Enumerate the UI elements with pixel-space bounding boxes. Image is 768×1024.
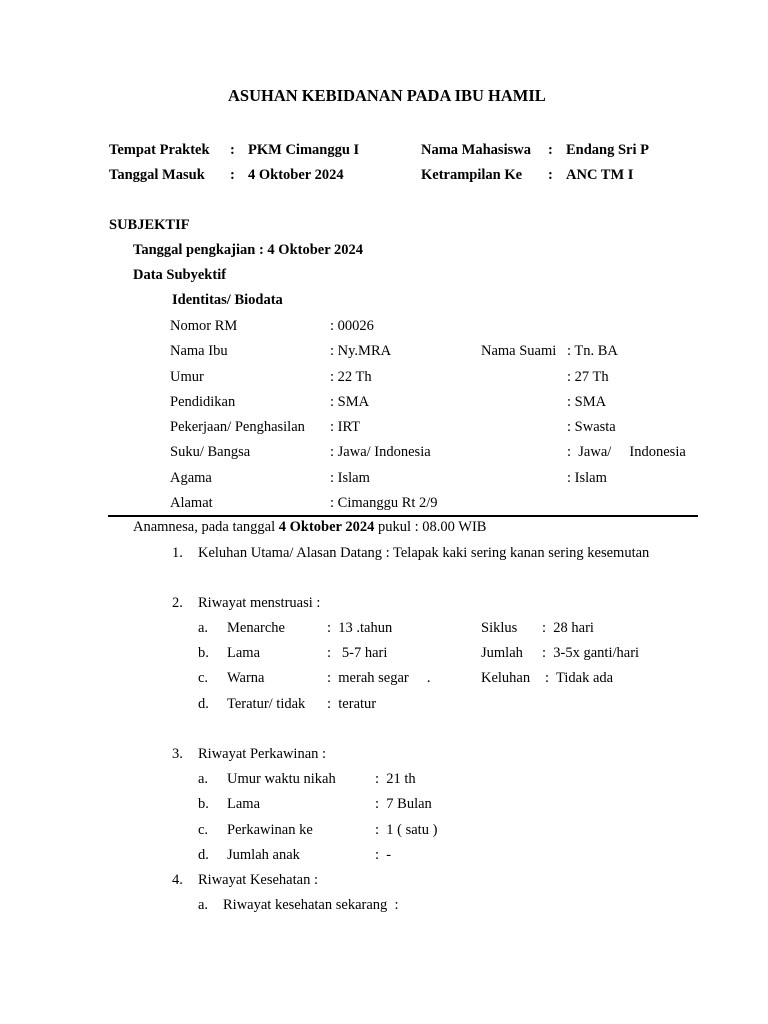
biodata-suami-value: : Swasta: [567, 419, 616, 435]
biodata-suami-value: : Islam: [567, 470, 607, 486]
perkawinan-heading: Riwayat Perkawinan :: [198, 746, 327, 762]
tempat-praktek-label: Tempat Praktek: [109, 142, 210, 158]
list-letter: a.: [198, 620, 209, 636]
menstruasi-value: : teratur: [327, 696, 377, 712]
biodata-label: Pekerjaan/ Penghasilan: [170, 419, 305, 435]
list-letter: c.: [198, 822, 209, 838]
menstruasi-label: Lama: [227, 645, 261, 661]
list-letter: d.: [198, 696, 209, 712]
section-heading-subjektif: SUBJEKTIF: [109, 217, 190, 233]
menstruasi-label: Warna: [227, 670, 265, 686]
menstruasi-value-2: : 3-5x ganti/hari: [542, 645, 640, 661]
biodata-suami-value: : 27 Th: [567, 369, 609, 385]
biodata-suami-value: : Tn. BA: [567, 343, 618, 359]
page-title: ASUHAN KEBIDANAN PADA IBU HAMIL: [228, 86, 546, 105]
tempat-praktek-value: PKM Cimanggu I: [248, 142, 360, 158]
tanggal-masuk-value: 4 Oktober 2024: [248, 167, 344, 183]
biodata-ibu-value: : IRT: [330, 419, 361, 435]
tanggal-pengkajian: Tanggal pengkajian : 4 Oktober 2024: [133, 242, 364, 258]
menstruasi-label-2: Keluhan: [481, 670, 531, 686]
biodata-label: Pendidikan: [170, 394, 236, 410]
tanggal-masuk-label: Tanggal Masuk: [109, 167, 205, 183]
list-letter: c.: [198, 670, 209, 686]
anamnesa-line: [133, 518, 486, 536]
item-number: 3.: [172, 746, 183, 762]
biodata-label: Agama: [170, 470, 212, 486]
data-subyektif-heading: Data Subyektif: [133, 267, 227, 283]
biodata-label: Alamat: [170, 495, 213, 511]
biodata-ibu-value: : SMA: [330, 394, 370, 410]
biodata-ibu-value: : 22 Th: [330, 369, 372, 385]
biodata-ibu-value: : Jawa/ Indonesia: [330, 444, 431, 460]
keterampilan-value: ANC TM I: [566, 167, 634, 183]
nama-suami-label: Nama Suami: [481, 343, 557, 359]
item-number: 4.: [172, 872, 183, 888]
menstruasi-value: : 13 .tahun: [327, 620, 393, 636]
perkawinan-value: : 21 th: [375, 771, 416, 787]
menstruasi-value: : merah segar .: [327, 670, 431, 686]
anamnesa-date: 4 Oktober 2024: [278, 519, 375, 535]
menstruasi-value-2: : 28 hari: [542, 620, 594, 636]
colon: :: [548, 167, 553, 183]
menstruasi-value: : 5-7 hari: [327, 645, 388, 661]
nama-mahasiswa-value: Endang Sri P: [566, 142, 649, 158]
list-letter: b.: [198, 645, 209, 661]
menstruasi-label: Menarche: [227, 620, 285, 636]
perkawinan-value: : 7 Bulan: [375, 796, 432, 812]
menstruasi-value-2: : Tidak ada: [545, 670, 614, 686]
perkawinan-value: : -: [375, 847, 392, 863]
menstruasi-label-2: Jumlah: [481, 645, 523, 661]
biodata-suami-value: : SMA: [567, 394, 607, 410]
biodata-label: Nama Ibu: [170, 343, 228, 359]
biodata-label: Nomor RM: [170, 318, 238, 334]
horizontal-divider: [108, 515, 698, 517]
biodata-ibu-value: : Ny.MRA: [330, 343, 392, 359]
anamnesa-prefix: Anamnesa, pada tanggal: [133, 519, 279, 535]
biodata-label: Suku/ Bangsa: [170, 444, 251, 460]
list-letter: b.: [198, 796, 209, 812]
keterampilan-label: Ketrampilan Ke: [421, 167, 523, 183]
nama-mahasiswa-label: Nama Mahasiswa: [421, 142, 531, 158]
perkawinan-label: Jumlah anak: [227, 847, 300, 863]
biodata-ibu-value: : 00026: [330, 318, 374, 334]
item-number: 2.: [172, 595, 183, 611]
list-letter: a.: [198, 771, 209, 787]
perkawinan-label: Lama: [227, 796, 261, 812]
biodata-ibu-value: : Islam: [330, 470, 370, 486]
colon: :: [230, 142, 235, 158]
biodata-suami-value: : Jawa/ Indonesia: [567, 444, 686, 460]
kesehatan-heading: Riwayat Kesehatan :: [198, 872, 318, 888]
colon: :: [230, 167, 235, 183]
biodata-ibu-value: : Cimanggu Rt 2/9: [330, 495, 438, 511]
menstruasi-label: Teratur/ tidak: [227, 696, 306, 712]
biodata-label: Umur: [170, 369, 204, 385]
anamnesa-suffix: pukul : 08.00 WIB: [374, 519, 487, 535]
perkawinan-label: Perkawinan ke: [227, 822, 313, 838]
perkawinan-label: Umur waktu nikah: [227, 771, 336, 787]
kesehatan-sekarang: Riwayat kesehatan sekarang :: [223, 897, 399, 913]
list-letter: d.: [198, 847, 209, 863]
colon: :: [548, 142, 553, 158]
menstruasi-label-2: Siklus: [481, 620, 518, 636]
keluhan-utama: Keluhan Utama/ Alasan Datang : Telapak kaki sering kanan sering kesemutan: [198, 545, 650, 561]
perkawinan-value: : 1 ( satu ): [375, 822, 438, 838]
menstruasi-heading: Riwayat menstruasi :: [198, 595, 321, 611]
identitas-heading: Identitas/ Biodata: [172, 292, 283, 308]
list-letter: a.: [198, 897, 209, 913]
item-number: 1.: [172, 545, 183, 561]
